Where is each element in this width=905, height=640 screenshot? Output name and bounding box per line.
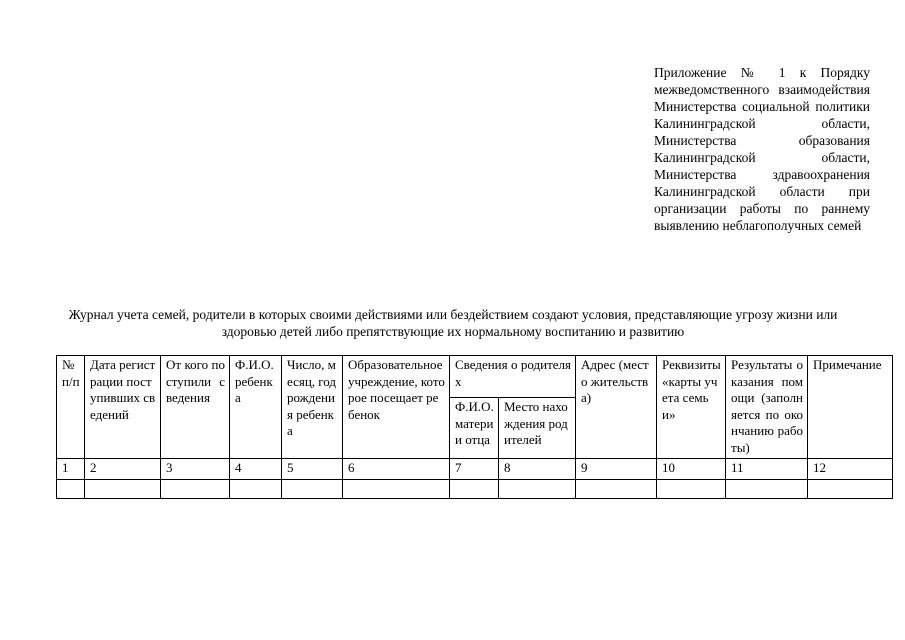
table-cell xyxy=(230,479,282,498)
column-number: 2 xyxy=(85,459,161,480)
column-number: 1 xyxy=(57,459,85,480)
table-cell xyxy=(161,479,230,498)
table-cell xyxy=(343,479,450,498)
table-cell xyxy=(576,479,657,498)
table-cell xyxy=(282,479,343,498)
journal-title: Журнал учета семей, родители в которых своими действиями или бездействием создают условия, представляющие угрозу жизни или здоровью детей либо препятствующие их нормальному воспитанию и развитию xyxy=(68,307,838,339)
header-source: От кого поступили сведения xyxy=(161,356,230,459)
header-registration-date: Дата регистрации поступивших сведений xyxy=(85,356,161,459)
table-row xyxy=(57,479,893,498)
header-help-results: Результаты оказания помощи (заполняется по окончанию работы) xyxy=(726,356,808,459)
header-child-name: Ф.И.О. ребенка xyxy=(230,356,282,459)
header-child-birthdate: Число, месяц, год рождения ребенка xyxy=(282,356,343,459)
column-number: 7 xyxy=(450,459,499,480)
table-cell xyxy=(85,479,161,498)
header-row xyxy=(57,356,893,398)
appendix-note: Приложение № 1 к Порядку межведомственного взаимодействия Министерства социальной политики Калининградской области, Министерства образования Калининградской области, Министерства здравоохранения Калининградской области при организации работы по раннему выявлению неблагополучных семей xyxy=(654,65,870,233)
header-family-card: Реквизиты «карты учета семьи» xyxy=(657,356,726,459)
column-number: 11 xyxy=(726,459,808,480)
journal-table xyxy=(56,355,893,499)
header-parents-location: Место нахождения родителей xyxy=(499,398,576,459)
column-number: 8 xyxy=(499,459,576,480)
table-cell xyxy=(57,479,85,498)
header-notes: Примечание xyxy=(808,356,893,459)
table-cell xyxy=(450,479,499,498)
table-cell xyxy=(726,479,808,498)
column-number: 3 xyxy=(161,459,230,480)
column-number-row xyxy=(57,459,893,480)
table-cell xyxy=(499,479,576,498)
table-cell xyxy=(808,479,893,498)
header-parents-names: Ф.И.О. матери и отца xyxy=(450,398,499,459)
header-address: Адрес (место жительства) xyxy=(576,356,657,459)
column-number: 9 xyxy=(576,459,657,480)
column-number: 12 xyxy=(808,459,893,480)
header-educational-institution: Образовательное учреждение, которое посещает ребенок xyxy=(343,356,450,459)
column-number: 5 xyxy=(282,459,343,480)
table-cell xyxy=(657,479,726,498)
header-parents-info: Сведения о родителях xyxy=(450,356,576,398)
column-number: 4 xyxy=(230,459,282,480)
header-number: № п/п xyxy=(57,356,85,459)
column-number: 10 xyxy=(657,459,726,480)
column-number: 6 xyxy=(343,459,450,480)
